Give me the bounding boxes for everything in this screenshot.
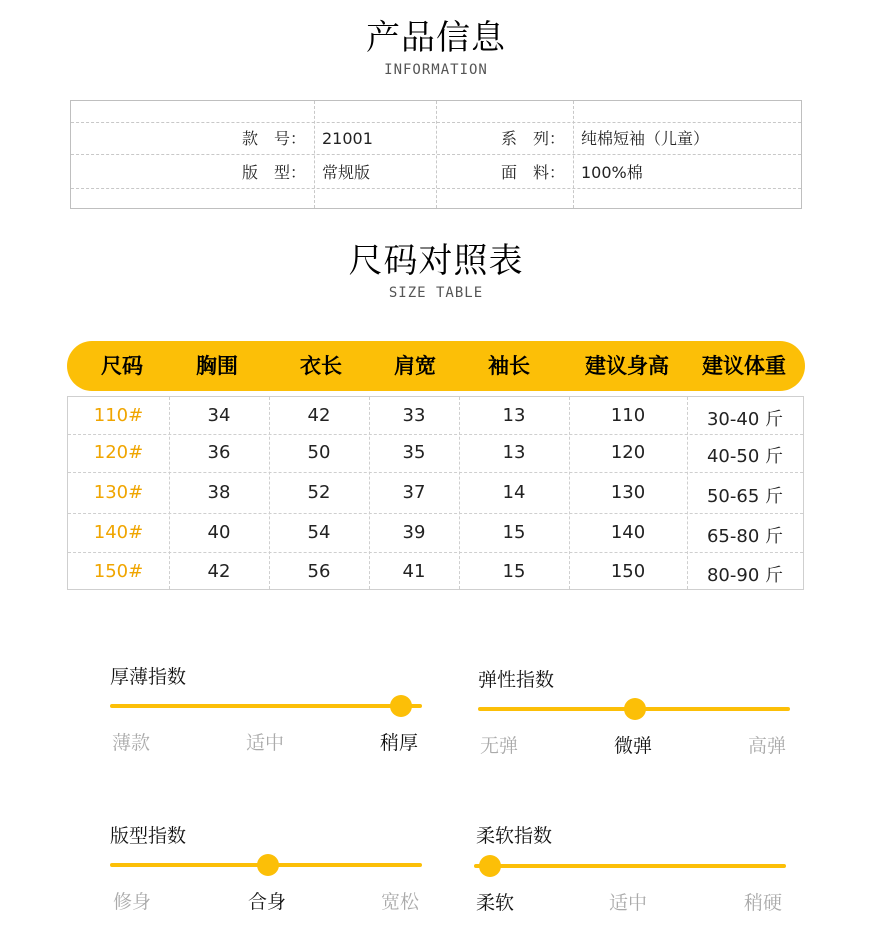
cell-size: 110# xyxy=(93,405,144,426)
thickness-index-title: 厚薄指数 xyxy=(110,666,187,688)
cell-shoulder: 39 xyxy=(402,522,426,543)
cell-height: 110 xyxy=(610,405,646,426)
header-sleeve: 袖长 xyxy=(488,354,530,378)
cell-size: 130# xyxy=(93,482,144,503)
fit-knob xyxy=(257,854,279,876)
fabric-label: 面 料： xyxy=(500,163,565,182)
cell-chest: 36 xyxy=(207,442,231,463)
cell-size: 150# xyxy=(93,561,144,582)
series-label: 系 列： xyxy=(500,129,565,148)
cell-length: 56 xyxy=(307,561,331,582)
product-info-title: 产品信息 xyxy=(366,18,506,58)
cell-shoulder: 35 xyxy=(402,442,426,463)
header-shoulder: 肩宽 xyxy=(394,354,436,378)
thickness-track xyxy=(110,704,422,708)
softness-option-medium: 适中 xyxy=(609,892,648,914)
cell-chest: 34 xyxy=(207,405,231,426)
fit-option-slim: 修身 xyxy=(113,891,152,913)
fit-option-regular: 合身 xyxy=(248,891,287,913)
softness-index-title: 柔软指数 xyxy=(476,825,553,847)
fit-label: 版 型： xyxy=(241,163,306,182)
cell-sleeve: 15 xyxy=(502,522,526,543)
softness-option-soft: 柔软 xyxy=(476,892,515,914)
size-table-subtitle: SIZE TABLE xyxy=(388,285,484,301)
cell-weight: 50-65 斤 xyxy=(706,486,784,507)
cell-length: 50 xyxy=(307,442,331,463)
cell-length: 42 xyxy=(307,405,331,426)
size-table-title: 尺码对照表 xyxy=(348,241,524,281)
elasticity-option-slight: 微弹 xyxy=(614,735,653,757)
cell-sleeve: 15 xyxy=(502,561,526,582)
header-size: 尺码 xyxy=(101,354,143,378)
cell-weight: 40-50 斤 xyxy=(706,446,784,467)
cell-chest: 38 xyxy=(207,482,231,503)
cell-height: 140 xyxy=(610,522,646,543)
cell-length: 52 xyxy=(307,482,331,503)
elasticity-option-high: 高弹 xyxy=(748,735,787,757)
cell-shoulder: 33 xyxy=(402,405,426,426)
elasticity-knob xyxy=(624,698,646,720)
thickness-option-thin: 薄款 xyxy=(112,732,151,754)
header-chest: 胸围 xyxy=(196,354,238,378)
header-height: 建议身高 xyxy=(585,354,669,378)
size-table-grid xyxy=(67,396,804,590)
product-info-table xyxy=(70,100,802,209)
cell-weight: 80-90 斤 xyxy=(706,565,784,586)
header-weight: 建议体重 xyxy=(702,354,786,378)
softness-track xyxy=(474,864,786,868)
cell-height: 120 xyxy=(610,442,646,463)
elasticity-option-none: 无弹 xyxy=(480,735,519,757)
thickness-option-thick: 稍厚 xyxy=(380,732,419,754)
cell-size: 140# xyxy=(93,522,144,543)
fit-option-loose: 宽松 xyxy=(381,891,420,913)
size-table-header xyxy=(67,341,805,391)
thickness-option-medium: 适中 xyxy=(246,732,285,754)
style-no-label: 款 号： xyxy=(241,129,306,148)
cell-size: 120# xyxy=(93,442,144,463)
softness-knob xyxy=(479,855,501,877)
series-value: 纯棉短袖（儿童） xyxy=(581,129,710,148)
cell-height: 150 xyxy=(610,561,646,582)
cell-sleeve: 13 xyxy=(502,405,526,426)
cell-length: 54 xyxy=(307,522,331,543)
style-no-value: 21001 xyxy=(322,129,373,148)
cell-chest: 42 xyxy=(207,561,231,582)
cell-sleeve: 14 xyxy=(502,482,526,503)
header-length: 衣长 xyxy=(300,354,342,378)
softness-option-firm: 稍硬 xyxy=(744,892,783,914)
fabric-value: 100%棉 xyxy=(581,163,643,182)
cell-height: 130 xyxy=(610,482,646,503)
cell-shoulder: 37 xyxy=(402,482,426,503)
cell-weight: 65-80 斤 xyxy=(706,526,784,547)
elasticity-index-title: 弹性指数 xyxy=(478,669,555,691)
product-info-subtitle: INFORMATION xyxy=(384,62,488,78)
cell-chest: 40 xyxy=(207,522,231,543)
fit-index-title: 版型指数 xyxy=(110,825,187,847)
cell-shoulder: 41 xyxy=(402,561,426,582)
cell-sleeve: 13 xyxy=(502,442,526,463)
fit-value: 常规版 xyxy=(322,163,371,182)
thickness-knob xyxy=(390,695,412,717)
cell-weight: 30-40 斤 xyxy=(706,409,784,430)
